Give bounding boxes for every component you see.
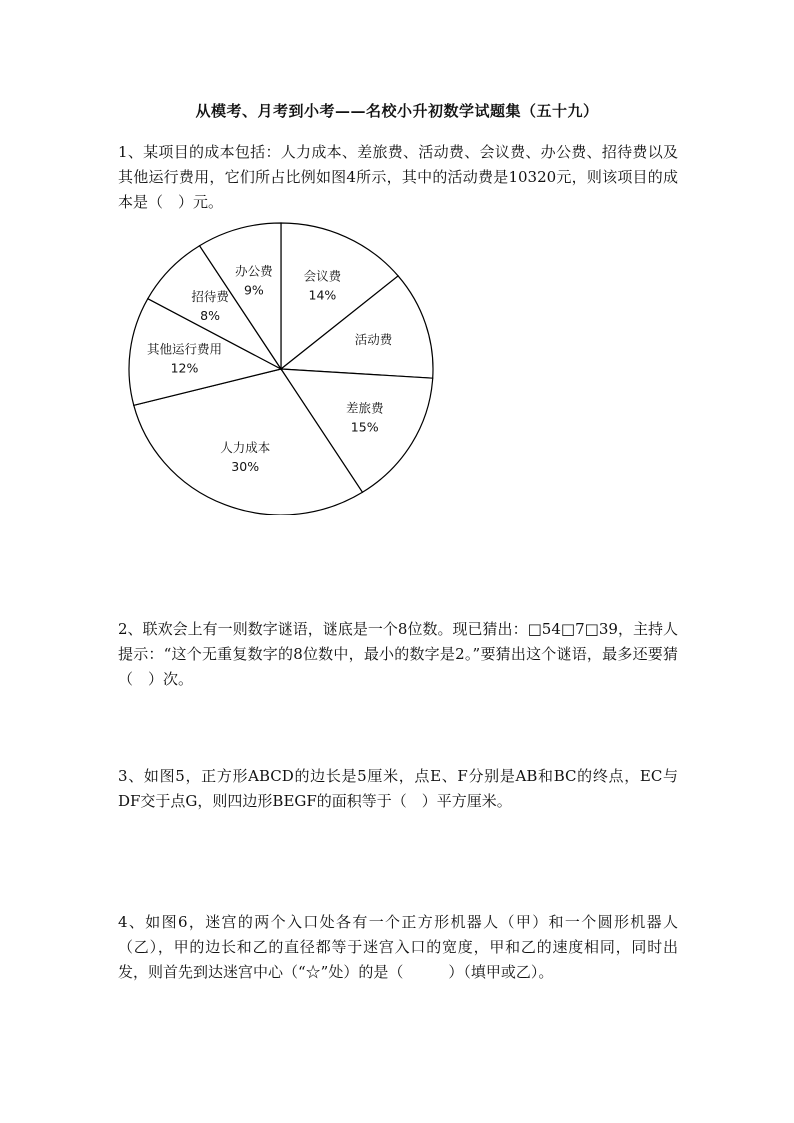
pie-chart [126,215,442,515]
pie-slice-value: 12% [170,360,199,376]
pie-slice-label: 办公费 [235,263,273,279]
question-2: 2、联欢会上有一则数字谜语，谜底是一个8位数。现已猜出：□54□7□39，主持人提示：“这个无重复数字的8位数中，最小的数字是2。”要猜出这个谜语，最多还要猜（ ）次。 [118,620,678,688]
pie-slice-label: 差旅费 [345,400,384,416]
pie-slice-label: 活动费 [354,332,393,348]
pie-slice-label: 人力成本 [220,439,271,455]
pie-slice-value: 14% [308,287,337,303]
pie-slice-label: 会议费 [303,268,342,284]
pie-slice-label: 其他运行费用 [146,341,223,357]
pie-slice-value: 30% [231,458,260,474]
page-title: 从模考、月考到小考——名校小升初数学试题集（五十九） [195,102,599,120]
pie-slice-value: 8% [200,308,221,323]
question-4: 4、如图6，迷宫的两个入口处各有一个正方形机器人（甲）和一个圆形机器人（乙），甲的边长和乙的直径都等于迷宫入口的宽度，甲和乙的速度相同，同时出发，则首先到达迷宫中心（“☆”处）的是（ ）（填甲或乙）。 [118,913,678,981]
pie-slice-label: 招待费 [191,289,229,304]
pie-slice-value: 9% [243,282,264,298]
question-3: 3、如图5，正方形ABCD的边长是5厘米，点E、F分别是AB和BC的终点，EC与DF交于点G，则四边形BEGF的面积等于（ ）平方厘米。 [118,767,678,810]
pie-slice-value: 15% [350,419,379,435]
question-1: 1、某项目的成本包括：人力成本、差旅费、活动费、会议费、办公费、招待费以及其他运行费用，它们所占比例如图4所示，其中的活动费是10320元，则该项目的成本是（ ）元。 [118,143,678,211]
